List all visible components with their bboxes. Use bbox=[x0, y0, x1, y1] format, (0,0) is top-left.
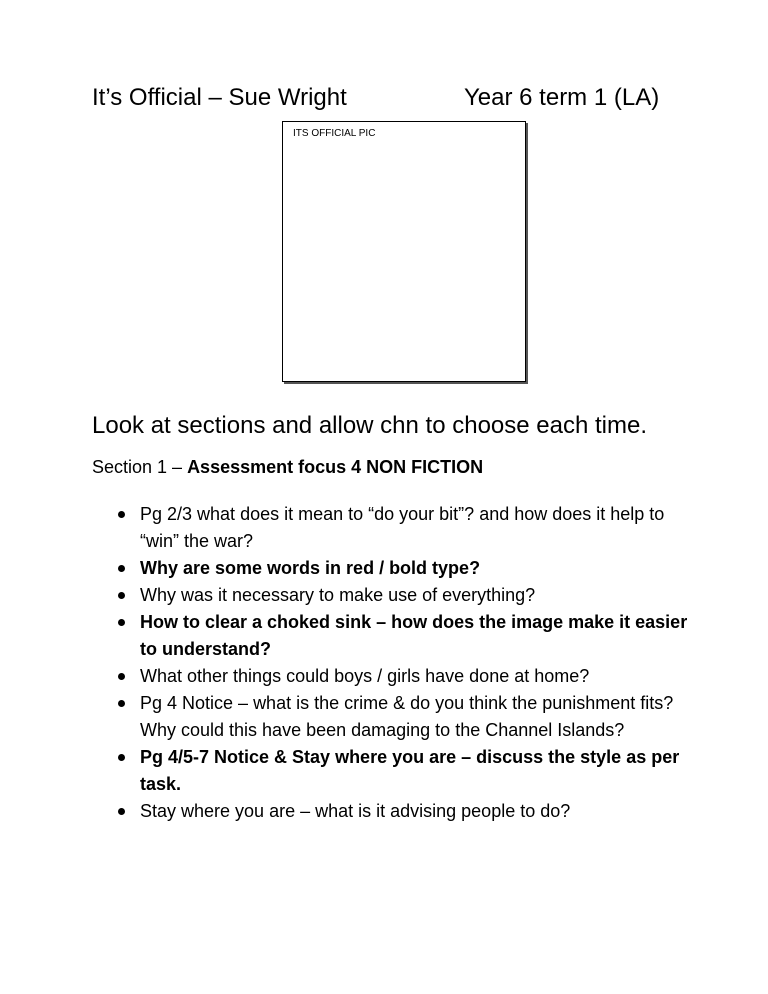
question-list bbox=[118, 501, 708, 825]
section-focus: Assessment focus 4 NON FICTION bbox=[187, 457, 484, 477]
document-title: It’s Official – Sue Wright bbox=[92, 84, 347, 111]
picture-label: ITS OFFICIAL PIC bbox=[293, 128, 376, 139]
list-item: Pg 2/3 what does it mean to “do your bit”? and how does it help to “win” the war? bbox=[118, 501, 708, 555]
section-heading bbox=[92, 457, 483, 478]
list-item: Why are some words in red / bold type? bbox=[118, 555, 708, 582]
list-item: Pg 4/5-7 Notice & Stay where you are – discuss the style as per task. bbox=[118, 744, 708, 798]
instruction-text: Look at sections and allow chn to choose each time. bbox=[92, 412, 647, 439]
list-item: How to clear a choked sink – how does the image make it easier to understand? bbox=[118, 609, 708, 663]
list-item: Stay where you are – what is it advising people to do? bbox=[118, 798, 708, 825]
list-item: Why was it necessary to make use of everything? bbox=[118, 582, 708, 609]
year-term-label: Year 6 term 1 (LA) bbox=[464, 84, 660, 111]
section-prefix: Section 1 – bbox=[92, 457, 188, 477]
picture-placeholder bbox=[282, 121, 526, 382]
list-item: What other things could boys / girls have done at home? bbox=[118, 663, 708, 690]
list-item: Pg 4 Notice – what is the crime & do you think the punishment fits? Why could this have been damaging to the Channel Islands? bbox=[118, 690, 708, 744]
